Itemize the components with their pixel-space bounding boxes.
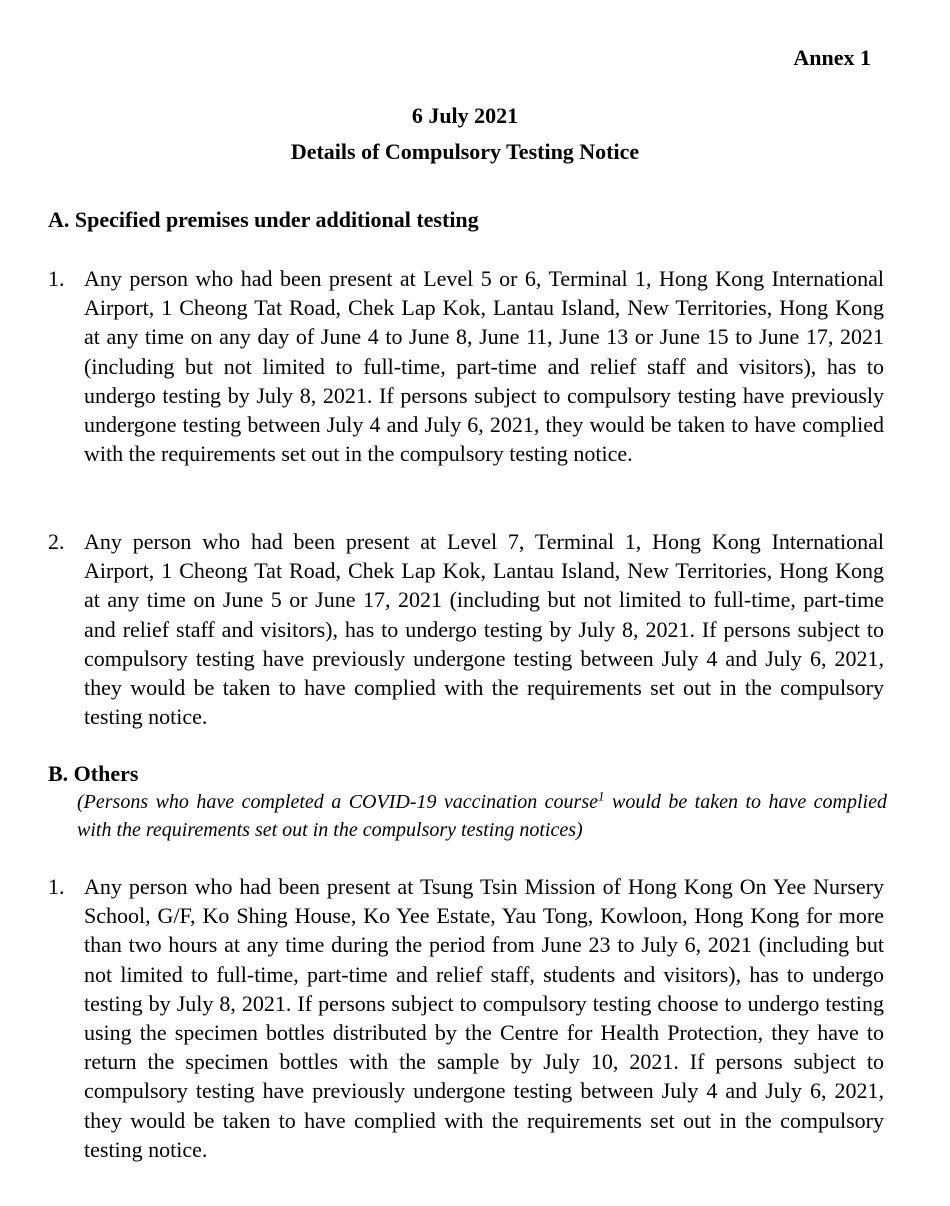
item-text: Any person who had been present at Level 7, Terminal 1, Hong Kong International Airport, 1 Cheong Tat Road, Chek Lap Kok, Lantau Island, New Territories, Hong Kong at any time on June 5 or June 17, 2021 (including but not limited to full-time, part-time and relief staff and visitors), has to undergo testing by July 8, 2021. If persons subject to compulsory testing have previously undergone testing between July 4 and July 6, 2021, they would be taken to have complied with the requirements set out in the compulsory testing notice. xyxy=(84,529,884,730)
item-number: 1. xyxy=(48,874,65,899)
section-b-heading: B. Others xyxy=(48,761,139,786)
section-b-item-1 xyxy=(48,872,884,1164)
section-a-item-2 xyxy=(48,527,884,731)
section-a-item-1 xyxy=(48,264,884,468)
document-title: Details of Compulsory Testing Notice xyxy=(290,139,640,164)
section-b-note xyxy=(77,788,887,844)
item-text: Any person who had been present at Level 5 or 6, Terminal 1, Hong Kong International Airport, 1 Cheong Tat Road, Chek Lap Kok, Lantau Island, New Territories, Hong Kong at any time on any day of June 4 to June 8, June 11, June 13 or June 15 to June 17, 2021 (including but not limited to full-time, part-time and relief staff and visitors), has to undergo testing by July 8, 2021. If persons subject to compulsory testing have previously undergone testing between July 4 and July 6, 2021, they would be taken to have complied with the requirements set out in the compulsory testing notice. xyxy=(84,266,884,467)
footnote-ref: 1 xyxy=(598,788,605,804)
item-text: Any person who had been present at Tsung Tsin Mission of Hong Kong On Yee Nursery School, G/F, Ko Shing House, Ko Yee Estate, Yau Tong, Kowloon, Hong Kong for more than two hours at any time during the period from June 23 to July 6, 2021 (including but not limited to full-time, part-time and relief staff, students and visitors), has to undergo testing by July 8, 2021. If persons subject to compulsory testing choose to undergo testing using the specimen bottles distributed by the Centre for Health Protection, they have to return the specimen bottles with the sample by July 10, 2021. If persons subject to compulsory testing have previously undergone testing between July 4 and July 6, 2021, they would be taken to have complied with the requirements set out in the compulsory testing notice. xyxy=(84,874,884,1162)
note-text-start: (Persons who have completed a COVID-19 vaccination course xyxy=(77,791,599,813)
document-date: 6 July 2021 xyxy=(411,103,519,128)
section-a-heading: A. Specified premises under additional testing xyxy=(48,207,479,232)
item-number: 1. xyxy=(48,266,65,291)
item-number: 2. xyxy=(48,529,65,554)
note-text-end: would be taken to have complied with the requirements set out in the compulsory testing notices) xyxy=(77,791,887,841)
annex-label: Annex 1 xyxy=(793,45,871,70)
